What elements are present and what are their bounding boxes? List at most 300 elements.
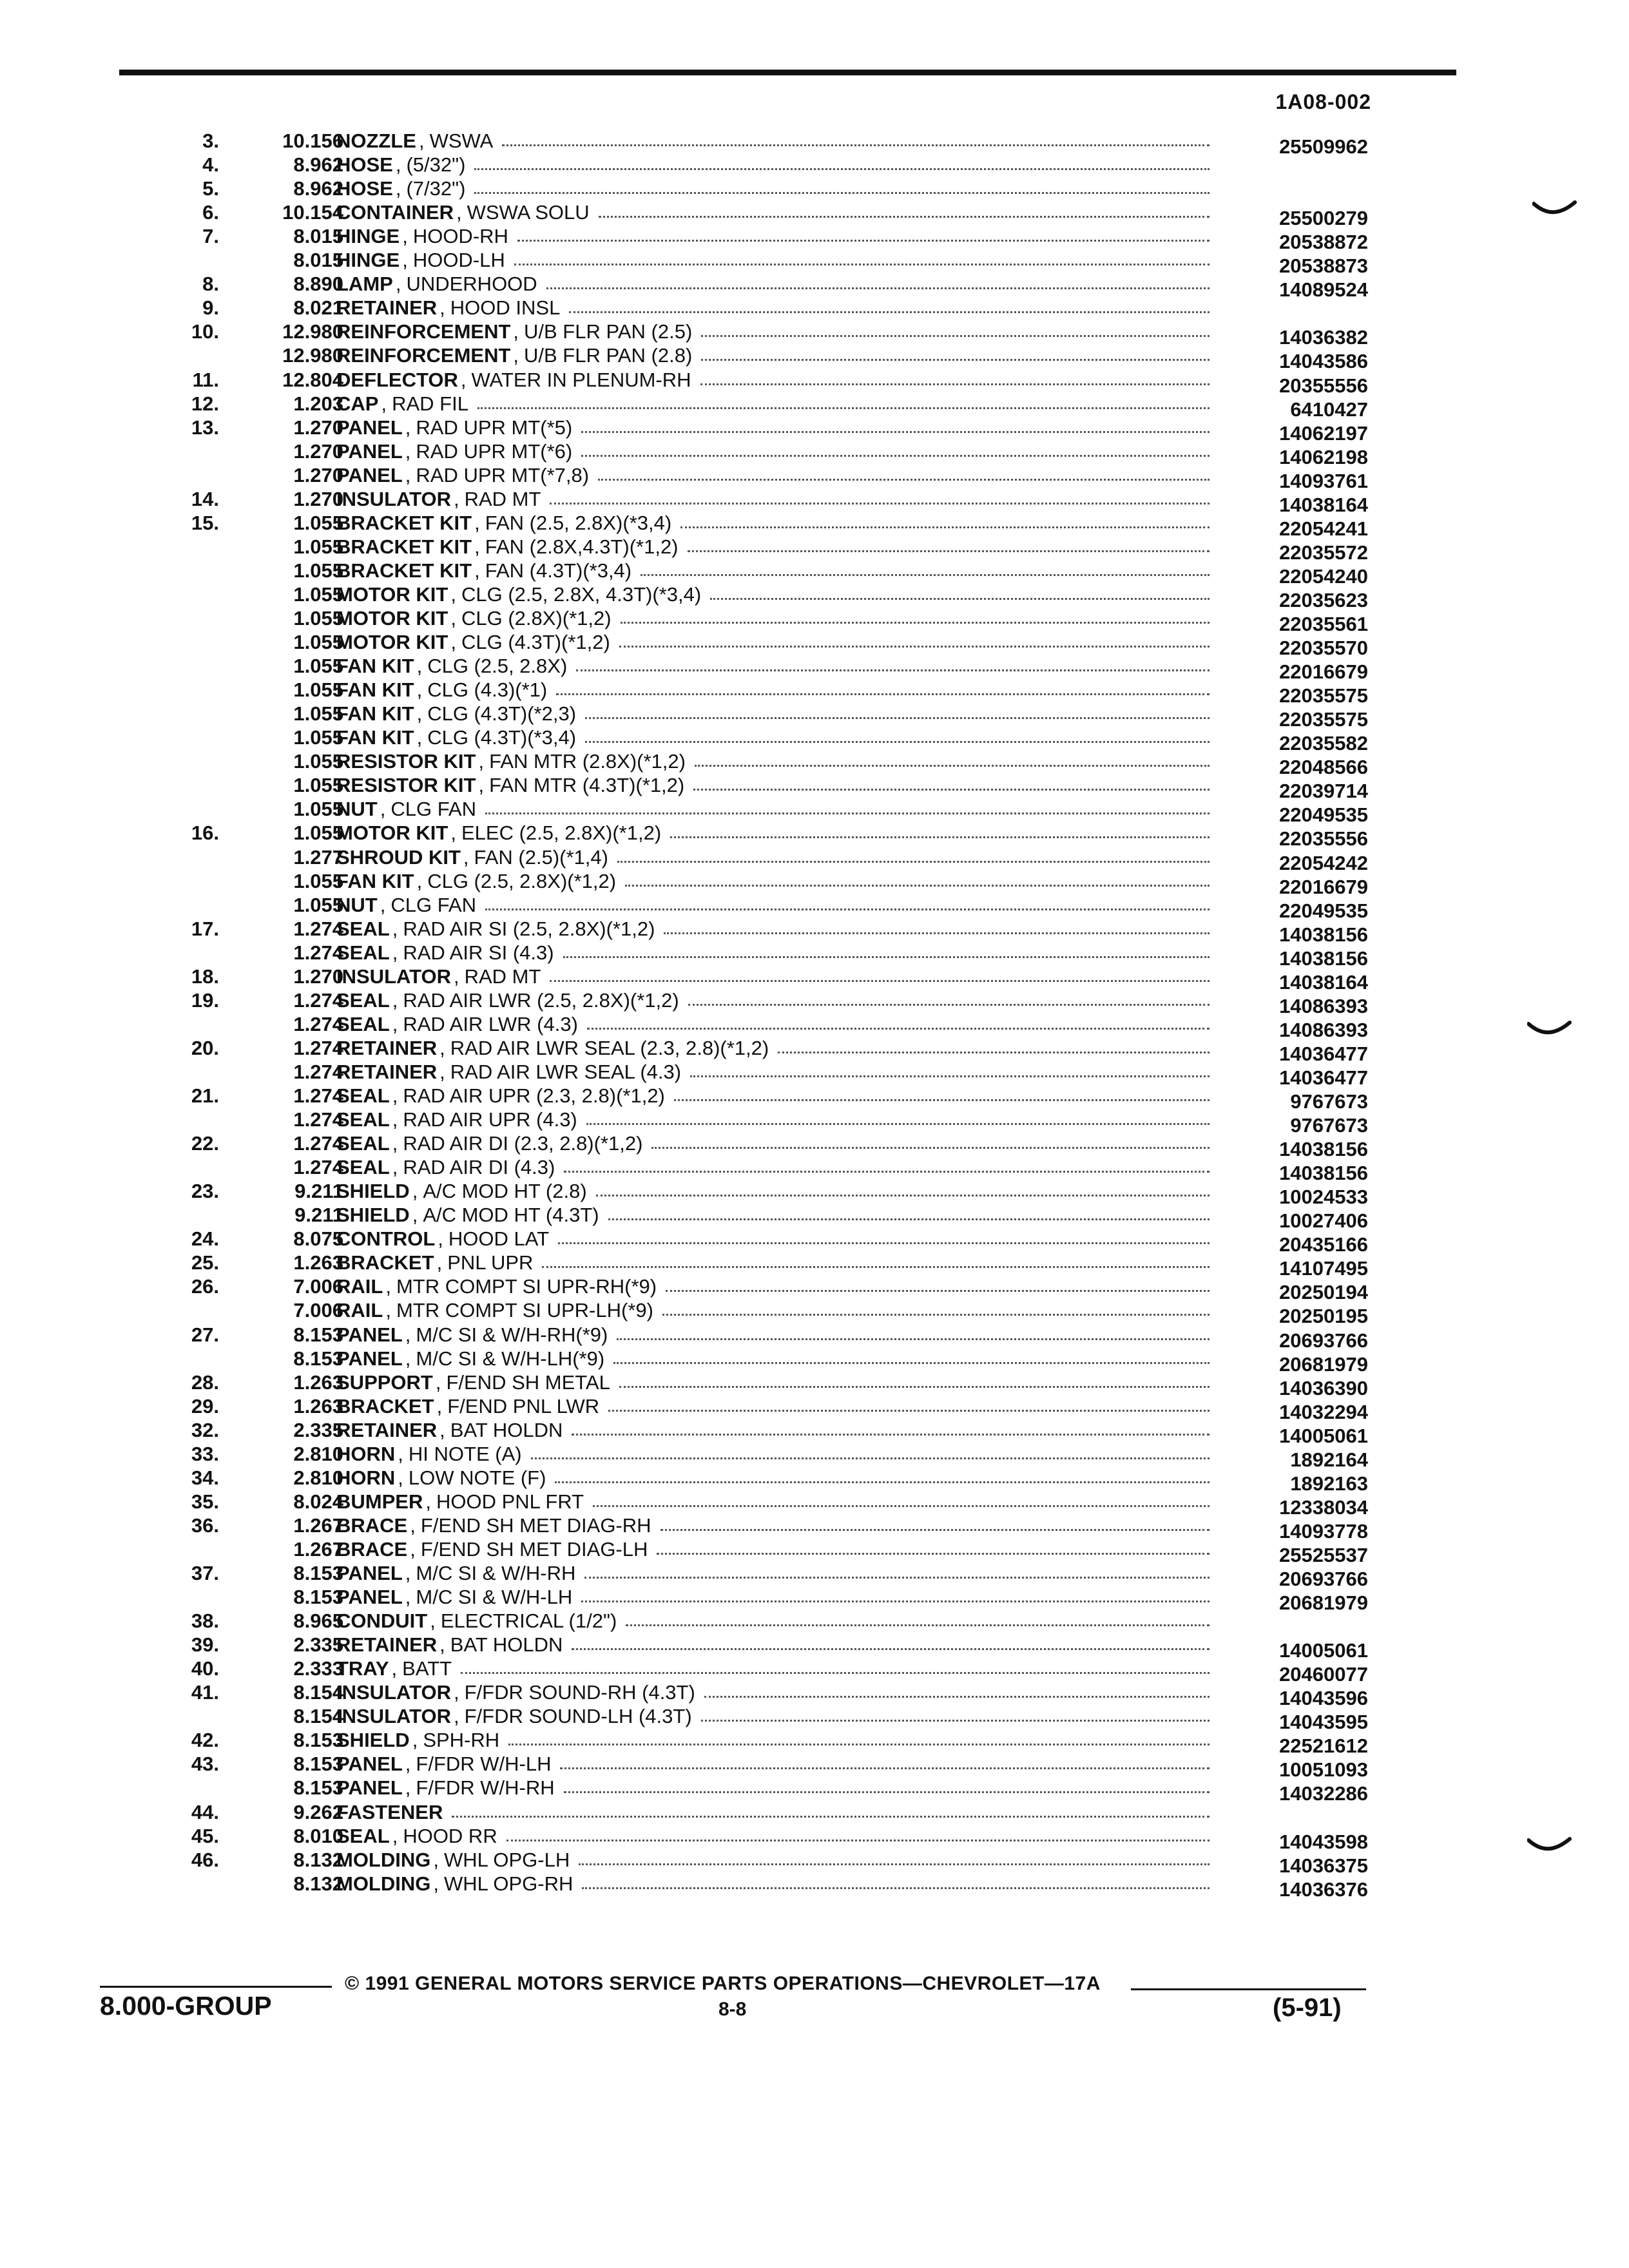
part-row bbox=[0, 1872, 1629, 1901]
illustration-number: 8. bbox=[202, 273, 219, 296]
separator-comma: , bbox=[392, 1084, 398, 1107]
part-number: 14038164 bbox=[1279, 493, 1368, 516]
part-row bbox=[0, 917, 1629, 946]
part-name: MOTOR KIT bbox=[336, 822, 448, 845]
part-qualifier: (7/32") bbox=[406, 177, 466, 200]
part-name: MOLDING bbox=[336, 1872, 431, 1895]
dot-leader bbox=[546, 273, 1210, 289]
part-description bbox=[336, 1012, 1210, 1036]
group-number: 1.274 bbox=[293, 1036, 343, 1059]
part-row bbox=[0, 1680, 1629, 1710]
illustration-number: 29. bbox=[191, 1394, 219, 1418]
part-description bbox=[336, 726, 1210, 749]
part-name: SEAL bbox=[336, 988, 390, 1012]
part-name: LAMP bbox=[336, 273, 393, 296]
group-number: 1.055 bbox=[293, 822, 343, 845]
part-name: NOZZLE bbox=[336, 130, 416, 152]
dot-leader bbox=[474, 154, 1210, 170]
group-number: 9.211 bbox=[294, 1204, 343, 1227]
dot-leader bbox=[662, 1300, 1210, 1316]
separator-comma: , bbox=[450, 822, 456, 845]
separator-comma: , bbox=[385, 1299, 391, 1322]
illustration-number: 15. bbox=[191, 511, 219, 534]
illustration-number: 10. bbox=[191, 320, 219, 343]
dot-leader bbox=[555, 1467, 1210, 1483]
dot-leader bbox=[695, 751, 1210, 767]
top-rule bbox=[119, 70, 1456, 75]
copyright-notice: © 1991 GENERAL MOTORS SERVICE PARTS OPERATIONS—CHEVROLET—17A bbox=[345, 1973, 1101, 1994]
group-number: 8.154 bbox=[293, 1681, 343, 1704]
group-number: 1.263 bbox=[293, 1251, 343, 1274]
part-name: BRACKET KIT bbox=[336, 535, 472, 558]
dot-leader bbox=[560, 1753, 1210, 1769]
part-qualifier: CLG (2.5, 2.8X) bbox=[427, 655, 568, 678]
part-number: 14036390 bbox=[1279, 1376, 1368, 1399]
dot-leader bbox=[572, 1634, 1210, 1650]
part-name: REINFORCEMENT bbox=[336, 320, 511, 343]
part-number: 12338034 bbox=[1279, 1495, 1368, 1519]
part-description bbox=[336, 1131, 1210, 1155]
part-name: HINGE bbox=[336, 225, 400, 248]
separator-comma: , bbox=[439, 1418, 445, 1441]
part-number: 25509962 bbox=[1279, 135, 1368, 158]
part-description bbox=[336, 582, 1210, 606]
part-number: 22035556 bbox=[1279, 827, 1368, 850]
separator-comma: , bbox=[430, 1610, 436, 1633]
illustration-number: 11. bbox=[192, 368, 219, 391]
part-row bbox=[0, 1728, 1629, 1758]
part-row bbox=[0, 1203, 1629, 1233]
separator-comma: , bbox=[416, 726, 423, 749]
part-row bbox=[0, 1227, 1629, 1256]
part-number: 14036382 bbox=[1279, 326, 1368, 349]
dot-leader bbox=[569, 297, 1210, 313]
illustration-number: 38. bbox=[191, 1610, 219, 1633]
dot-leader bbox=[710, 584, 1210, 600]
part-number: 20250195 bbox=[1279, 1305, 1368, 1328]
group-number: 1.055 bbox=[293, 607, 343, 629]
part-description bbox=[336, 1179, 1210, 1203]
group-number: 8.153 bbox=[293, 1347, 343, 1370]
part-qualifier: FAN (4.3T)(*3,4) bbox=[485, 559, 632, 582]
part-number: 25525537 bbox=[1279, 1543, 1368, 1566]
dot-leader bbox=[608, 1396, 1210, 1412]
part-description bbox=[336, 1776, 1210, 1800]
part-qualifier: RAD AIR SI (4.3) bbox=[403, 941, 554, 964]
part-row bbox=[0, 678, 1629, 707]
part-qualifier: CLG (4.3)(*1) bbox=[427, 678, 548, 702]
dot-leader bbox=[593, 1491, 1210, 1507]
illustration-number: 19. bbox=[191, 988, 219, 1012]
part-name: FAN KIT bbox=[336, 726, 414, 749]
separator-comma: , bbox=[433, 1872, 439, 1895]
part-qualifier: RAD UPR MT(*5) bbox=[416, 416, 573, 439]
dot-leader bbox=[617, 847, 1210, 863]
part-row bbox=[0, 153, 1629, 177]
dot-leader bbox=[506, 1825, 1210, 1841]
part-number: 14036477 bbox=[1279, 1042, 1368, 1065]
part-number: 14093778 bbox=[1279, 1519, 1368, 1542]
part-qualifier: ELEC (2.5, 2.8X)(*1,2) bbox=[461, 822, 662, 845]
separator-comma: , bbox=[412, 1729, 418, 1752]
illustration-number: 23. bbox=[191, 1180, 219, 1203]
group-number: 1.055 bbox=[293, 869, 343, 892]
part-number: 22035575 bbox=[1279, 684, 1368, 707]
part-qualifier: RAD AIR DI (4.3) bbox=[403, 1156, 555, 1179]
separator-comma: , bbox=[398, 1466, 403, 1489]
separator-comma: , bbox=[405, 1776, 411, 1800]
part-description bbox=[336, 1155, 1210, 1179]
part-row bbox=[0, 1657, 1629, 1686]
part-row bbox=[0, 582, 1629, 611]
part-qualifier: PNL UPR bbox=[447, 1251, 534, 1274]
part-row bbox=[0, 965, 1629, 994]
group-number: 8.890 bbox=[293, 273, 343, 296]
group-number: 8.153 bbox=[293, 1729, 343, 1752]
part-description bbox=[336, 797, 1210, 821]
separator-comma: , bbox=[392, 988, 398, 1012]
separator-comma: , bbox=[392, 1156, 398, 1179]
part-row bbox=[0, 129, 1629, 158]
part-description bbox=[336, 416, 1210, 439]
part-number: 25500279 bbox=[1279, 207, 1368, 230]
separator-comma: , bbox=[439, 1036, 445, 1059]
dot-leader bbox=[778, 1037, 1210, 1053]
dot-leader bbox=[599, 202, 1210, 218]
dot-leader bbox=[626, 1610, 1210, 1626]
part-row bbox=[0, 1848, 1629, 1877]
separator-comma: , bbox=[450, 582, 456, 606]
illustration-number: 27. bbox=[191, 1323, 219, 1346]
part-row bbox=[0, 893, 1629, 922]
dot-leader bbox=[596, 1180, 1210, 1196]
part-number: 22016679 bbox=[1279, 875, 1368, 898]
part-name: PANEL bbox=[336, 1347, 403, 1370]
dot-leader bbox=[613, 1348, 1210, 1364]
part-number: 22054242 bbox=[1279, 851, 1368, 874]
part-name: SEAL bbox=[336, 1108, 390, 1131]
part-qualifier: RAD AIR LWR (2.5, 2.8X)(*1,2) bbox=[403, 988, 679, 1012]
part-description bbox=[336, 1609, 1210, 1633]
part-qualifier: CLG FAN bbox=[390, 798, 476, 821]
illustration-number: 22. bbox=[191, 1132, 219, 1155]
part-description bbox=[336, 1227, 1210, 1251]
part-name: BRACKET KIT bbox=[336, 511, 472, 534]
group-number: 1.274 bbox=[293, 1156, 343, 1179]
separator-comma: , bbox=[416, 702, 423, 726]
part-row bbox=[0, 1347, 1629, 1376]
group-number: 10.156 bbox=[282, 130, 343, 152]
part-qualifier: M/C SI & W/H-LH(*9) bbox=[416, 1347, 605, 1370]
illustration-number: 36. bbox=[191, 1514, 219, 1537]
part-row bbox=[0, 797, 1629, 827]
separator-comma: , bbox=[450, 607, 456, 629]
part-number: 14093761 bbox=[1279, 469, 1368, 492]
part-name: MOTOR KIT bbox=[336, 631, 448, 654]
group-number: 1.055 bbox=[293, 582, 343, 606]
dot-leader bbox=[461, 1658, 1210, 1674]
part-number: 22049535 bbox=[1279, 899, 1368, 922]
dot-leader bbox=[563, 942, 1210, 958]
dot-leader bbox=[660, 1515, 1210, 1531]
part-qualifier: A/C MOD HT (2.8) bbox=[423, 1180, 587, 1203]
part-description bbox=[336, 343, 1210, 367]
part-description bbox=[336, 177, 1210, 200]
separator-comma: , bbox=[474, 535, 480, 558]
part-description bbox=[336, 1466, 1210, 1490]
separator-comma: , bbox=[392, 1824, 398, 1847]
part-description bbox=[336, 296, 1210, 320]
part-number: 9767673 bbox=[1290, 1090, 1368, 1113]
separator-comma: , bbox=[456, 201, 462, 224]
group-number: 8.962 bbox=[293, 153, 343, 177]
part-number: 14038156 bbox=[1279, 923, 1368, 946]
part-description bbox=[336, 1394, 1210, 1418]
group-number: 8.021 bbox=[293, 296, 343, 320]
group-number: 1.055 bbox=[293, 678, 343, 702]
part-row bbox=[0, 1084, 1629, 1113]
part-description bbox=[336, 1752, 1210, 1776]
illustration-number: 39. bbox=[191, 1633, 219, 1657]
part-name: BRACE bbox=[336, 1514, 408, 1537]
part-name: SHIELD bbox=[336, 1729, 410, 1752]
part-qualifier: CLG FAN bbox=[390, 893, 476, 916]
part-name: BRACKET bbox=[336, 1394, 434, 1418]
part-qualifier: RAD UPR MT(*7,8) bbox=[416, 463, 590, 486]
separator-comma: , bbox=[405, 1323, 411, 1346]
part-description bbox=[336, 439, 1210, 463]
separator-comma: , bbox=[405, 416, 411, 439]
separator-comma: , bbox=[416, 655, 423, 678]
separator-comma: , bbox=[385, 1275, 391, 1298]
part-number: 22035561 bbox=[1279, 613, 1368, 635]
part-description bbox=[336, 702, 1210, 726]
separator-comma: , bbox=[478, 774, 485, 797]
part-number: 14043586 bbox=[1279, 350, 1368, 373]
part-number: 14107495 bbox=[1279, 1257, 1368, 1280]
part-number: 14005061 bbox=[1279, 1639, 1368, 1662]
part-qualifier: RAD AIR LWR SEAL (2.3, 2.8)(*1,2) bbox=[450, 1036, 769, 1059]
separator-comma: , bbox=[391, 1657, 398, 1680]
part-row bbox=[0, 749, 1629, 779]
separator-comma: , bbox=[405, 439, 411, 463]
group-number: 1.274 bbox=[293, 1060, 343, 1083]
dot-leader bbox=[531, 1443, 1210, 1459]
group-number: 1.055 bbox=[293, 798, 343, 821]
dot-leader bbox=[584, 1562, 1210, 1579]
part-number: 22048566 bbox=[1279, 756, 1368, 779]
part-description bbox=[336, 1347, 1210, 1370]
part-name: SEAL bbox=[336, 917, 390, 940]
group-number: 8.153 bbox=[293, 1776, 343, 1800]
group-number: 1.270 bbox=[293, 463, 343, 486]
part-qualifier: FAN (2.5)(*1,4) bbox=[474, 845, 608, 869]
part-row bbox=[0, 463, 1629, 492]
separator-comma: , bbox=[402, 249, 408, 272]
check-mark-icon bbox=[1527, 1836, 1572, 1862]
illustration-number: 41. bbox=[191, 1681, 219, 1704]
illustration-number: 5. bbox=[202, 177, 219, 200]
dot-leader bbox=[564, 1777, 1210, 1793]
part-description bbox=[336, 224, 1210, 248]
dot-leader bbox=[581, 417, 1210, 433]
dot-leader bbox=[617, 1324, 1210, 1340]
part-qualifier: CLG (2.8X)(*1,2) bbox=[461, 607, 612, 629]
group-number: 8.153 bbox=[293, 1323, 343, 1346]
part-name: HORN bbox=[336, 1466, 396, 1489]
part-row bbox=[0, 1537, 1629, 1566]
part-qualifier: HOOD-LH bbox=[412, 249, 505, 272]
separator-comma: , bbox=[513, 320, 519, 343]
part-row bbox=[0, 320, 1629, 349]
group-number: 12.804 bbox=[282, 368, 343, 391]
part-row bbox=[0, 1012, 1629, 1041]
check-mark-icon bbox=[1532, 200, 1577, 226]
part-description bbox=[336, 1108, 1210, 1131]
part-number: 14036477 bbox=[1279, 1066, 1368, 1089]
part-number: 20250194 bbox=[1279, 1281, 1368, 1304]
part-name: SUPPORT bbox=[336, 1370, 433, 1394]
part-name: HOSE bbox=[336, 153, 393, 177]
part-row bbox=[0, 272, 1629, 302]
separator-comma: , bbox=[412, 1204, 418, 1227]
illustration-number: 26. bbox=[191, 1275, 219, 1298]
part-qualifier: RAD MT bbox=[464, 965, 541, 988]
part-qualifier: HOOD LAT bbox=[448, 1227, 550, 1251]
part-row bbox=[0, 343, 1629, 373]
part-number: 14038156 bbox=[1279, 1138, 1368, 1161]
part-qualifier: CLG (4.3T)(*3,4) bbox=[427, 726, 577, 749]
separator-comma: , bbox=[474, 559, 480, 582]
part-row bbox=[0, 416, 1629, 445]
group-number: 2.335 bbox=[293, 1633, 343, 1657]
part-qualifier: BAT HOLDN bbox=[450, 1633, 563, 1657]
illustration-number: 45. bbox=[191, 1824, 219, 1847]
group-number: 8.075 bbox=[293, 1227, 343, 1251]
group-number: 1.055 bbox=[293, 655, 343, 678]
group-number: 8.015 bbox=[293, 225, 343, 248]
group-number: 1.263 bbox=[293, 1370, 343, 1394]
dot-leader bbox=[485, 798, 1210, 814]
separator-comma: , bbox=[436, 1394, 443, 1418]
part-description bbox=[336, 941, 1210, 965]
separator-comma: , bbox=[381, 392, 387, 415]
dot-leader bbox=[585, 703, 1210, 719]
part-row bbox=[0, 1323, 1629, 1352]
part-name: CONDUIT bbox=[336, 1610, 428, 1633]
part-number: 22039714 bbox=[1279, 780, 1368, 803]
part-qualifier: MTR COMPT SI UPR-RH(*9) bbox=[396, 1275, 657, 1298]
group-number: 8.153 bbox=[293, 1586, 343, 1609]
illustration-number: 43. bbox=[191, 1753, 219, 1776]
part-qualifier: F/FDR SOUND-LH (4.3T) bbox=[464, 1705, 692, 1728]
dot-leader bbox=[474, 178, 1210, 194]
dot-leader bbox=[477, 393, 1210, 409]
part-description bbox=[336, 1728, 1210, 1752]
part-name: PANEL bbox=[336, 416, 403, 439]
part-number: 20435166 bbox=[1279, 1233, 1368, 1256]
part-number: 20693766 bbox=[1279, 1568, 1368, 1590]
part-qualifier: RAD UPR MT(*6) bbox=[416, 439, 573, 463]
part-number: 22521612 bbox=[1279, 1735, 1368, 1758]
group-number: 1.055 bbox=[293, 631, 343, 654]
part-description bbox=[336, 1370, 1210, 1394]
part-description bbox=[336, 153, 1210, 177]
part-qualifier: HOOD RR bbox=[403, 1824, 497, 1847]
group-number: 1.274 bbox=[293, 1132, 343, 1155]
group-label: 8.000-GROUP bbox=[100, 1991, 272, 2021]
group-number: 1.270 bbox=[293, 487, 343, 510]
part-name: PANEL bbox=[336, 463, 403, 486]
part-row bbox=[0, 1108, 1629, 1137]
part-qualifier: F/FDR SOUND-RH (4.3T) bbox=[464, 1681, 695, 1704]
part-qualifier: HOOD PNL FRT bbox=[436, 1490, 584, 1513]
part-description bbox=[336, 654, 1210, 678]
part-row bbox=[0, 439, 1629, 468]
part-number: 14032294 bbox=[1279, 1400, 1368, 1423]
part-description bbox=[336, 1298, 1210, 1322]
part-name: BRACKET bbox=[336, 1251, 434, 1274]
group-number: 2.333 bbox=[293, 1657, 343, 1680]
separator-comma: , bbox=[380, 893, 386, 916]
group-number: 1.270 bbox=[293, 439, 343, 463]
part-description bbox=[336, 1203, 1210, 1227]
part-name: TRAY bbox=[336, 1657, 389, 1680]
part-number: 22035582 bbox=[1279, 732, 1368, 755]
part-row bbox=[0, 1418, 1629, 1447]
part-qualifier: WSWA SOLU bbox=[467, 201, 590, 224]
illustration-number: 34. bbox=[191, 1466, 219, 1489]
part-qualifier: F/END PNL LWR bbox=[447, 1394, 600, 1418]
illustration-number: 18. bbox=[191, 965, 219, 988]
part-qualifier: M/C SI & W/H-LH bbox=[416, 1586, 573, 1609]
part-number: 20538873 bbox=[1279, 255, 1368, 278]
part-description bbox=[336, 1680, 1210, 1704]
part-row bbox=[0, 1155, 1629, 1185]
part-row bbox=[0, 1800, 1629, 1824]
part-row bbox=[0, 1633, 1629, 1662]
separator-comma: , bbox=[439, 296, 445, 320]
part-number: 20355556 bbox=[1279, 374, 1368, 397]
part-description bbox=[336, 1490, 1210, 1514]
part-description bbox=[336, 965, 1210, 988]
part-description bbox=[336, 368, 1210, 392]
part-name: CAP bbox=[336, 392, 379, 415]
part-row bbox=[0, 224, 1629, 254]
part-row bbox=[0, 1824, 1629, 1853]
separator-comma: , bbox=[433, 1848, 439, 1871]
part-row bbox=[0, 1776, 1629, 1805]
part-qualifier: RAD AIR LWR SEAL (4.3) bbox=[450, 1060, 682, 1083]
group-number: 1.263 bbox=[293, 1394, 343, 1418]
group-number: 7.006 bbox=[293, 1299, 343, 1322]
dot-leader bbox=[651, 1133, 1210, 1149]
part-name: CONTROL bbox=[336, 1227, 436, 1251]
part-number: 22016679 bbox=[1279, 660, 1368, 684]
part-qualifier: WATER IN PLENUM-RH bbox=[471, 368, 691, 391]
part-row bbox=[0, 988, 1629, 1017]
group-number: 1.274 bbox=[293, 1012, 343, 1035]
part-qualifier: M/C SI & W/H-RH(*9) bbox=[416, 1323, 608, 1346]
group-number: 1.055 bbox=[293, 774, 343, 797]
part-number: 14032286 bbox=[1279, 1782, 1368, 1805]
check-mark-icon bbox=[1527, 1020, 1572, 1046]
part-description bbox=[336, 821, 1210, 845]
part-row bbox=[0, 1442, 1629, 1471]
group-number: 12.980 bbox=[282, 320, 343, 343]
part-row bbox=[0, 821, 1629, 850]
part-row bbox=[0, 248, 1629, 278]
